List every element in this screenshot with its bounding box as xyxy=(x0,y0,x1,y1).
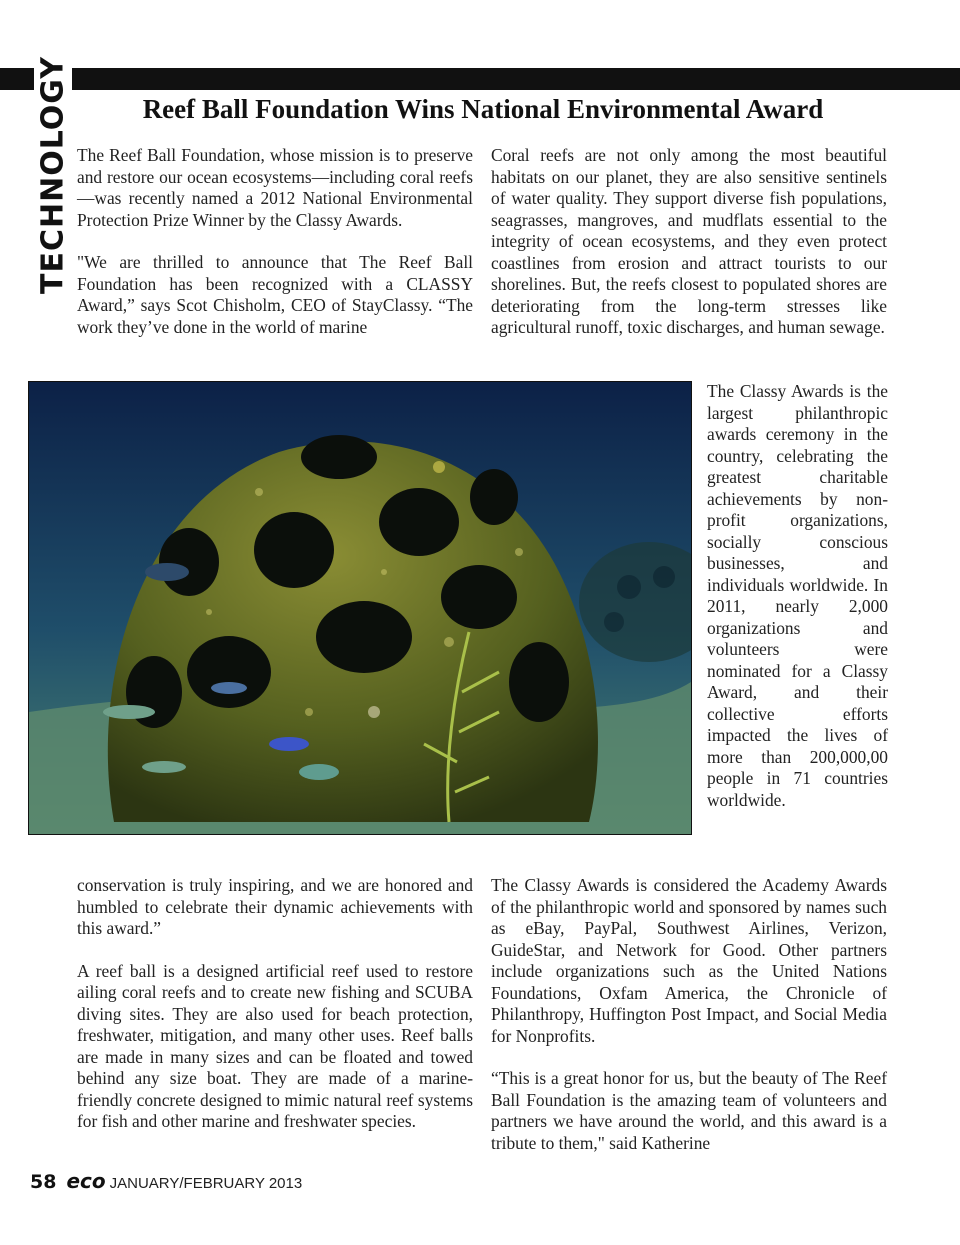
paragraph: The Reef Ball Foundation, whose mission is to preserve and restore our ocean ecosystems—including coral reefs—was recently named a 2012 National Environmental Protection Prize Winner by the Classy Awards. xyxy=(77,145,473,230)
column-top-right xyxy=(491,145,887,360)
paragraph: The Classy Awards is the largest philanthropic awards ceremony in the country, celebrating the greatest charitable achievements by non-profit organizations, socially conscious businesses, and individuals worldwide. In 2011, nearly 2,000 organizations and volunteers were nominated for a Classy Award, and their collective efforts impacted the lives of more than 200,000,00 people in 71 countries worldwide. xyxy=(707,381,888,810)
paragraph: “This is a great honor for us, but the beauty of The Reef Ball Foundation is the amazing team of volunteers and partners we have around the world, and this award is a tribute to them," said Katherine xyxy=(491,1068,887,1153)
header-rule xyxy=(72,68,960,90)
column-bottom-right xyxy=(491,875,887,1175)
column-bottom-left xyxy=(77,875,473,1154)
section-label-text: TECHNOLOGY xyxy=(35,56,71,294)
page-number: 58 xyxy=(30,1171,57,1193)
paragraph: A reef ball is a designed artificial reef used to restore ailing coral reefs and to create new fishing and SCUBA diving sites. They are also used for beach protection, freshwater, mitigation, and many other uses. Reef balls are made in many sizes and can be floated and towed behind any size boat. They are made of a marine-friendly concrete designed to mimic natural reef systems for fish and other marine and freshwater species. xyxy=(77,960,473,1131)
paragraph: conservation is truly inspiring, and we are honored and humbled to celebrate their dynamic achievements with this award.” xyxy=(77,875,473,938)
column-side xyxy=(707,381,888,832)
section-tab-bar xyxy=(0,68,34,90)
section-label xyxy=(35,30,71,320)
paragraph: The Classy Awards is considered the Academy Awards of the philanthropic world and sponsored by names such as eBay, PayPal, Southwest Airlines, Verizon, GuideStar, and Network for Good. Other partners include organizations such as the United Nations Foundations, Oxfam America, the Chronicle of Philanthropy, Huffington Post Impact, and Social Media for Nonprofits. xyxy=(491,875,887,1046)
magazine-brand: eco xyxy=(66,1169,106,1193)
column-top-left xyxy=(77,145,473,359)
article-headline: Reef Ball Foundation Wins National Environmental Award xyxy=(142,94,824,124)
issue-date: JANUARY/FEBRUARY 2013 xyxy=(109,1175,303,1192)
reef-ball-photo xyxy=(28,381,692,835)
page-footer xyxy=(30,1169,302,1195)
paragraph: "We are thrilled to announce that The Reef Ball Foundation has been recognized with a CLASSY Award,” says Scot Chisholm, CEO of StayClassy. “The work they’ve done in the world of marine xyxy=(77,252,473,337)
paragraph: Coral reefs are not only among the most beautiful habitats on our planet, they are also sensitive sentinels of water quality. They support diverse fish populations, seagrasses, mangroves, and mudflats essential to the integrity of ocean ecosystems, and they even protect coastlines from erosion and attract tourists to our shorelines. But, the reefs closest to populated shores are deteriorating from the long-term stresses like agricultural runoff, toxic discharges, and human sewage. xyxy=(491,145,887,337)
